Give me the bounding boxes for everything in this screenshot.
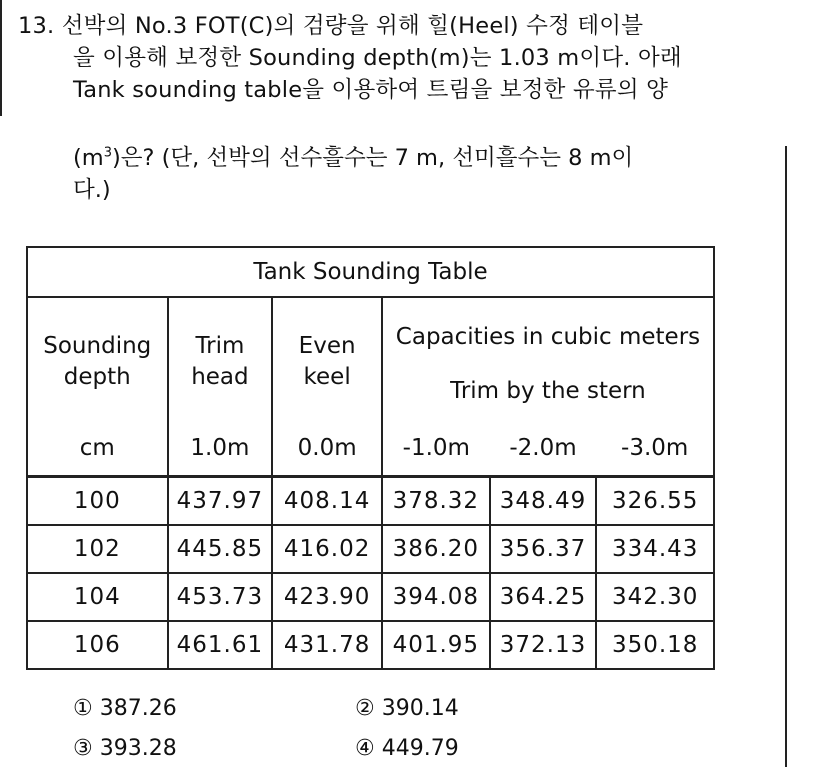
choice-1[interactable]: ① 387.26 <box>73 696 177 721</box>
table-cell: 326.55 <box>596 477 714 526</box>
table-cell: 386.20 <box>382 525 490 573</box>
table-cell: 348.49 <box>490 477 597 526</box>
header-capacities-label: Capacities in cubic meters <box>395 324 701 350</box>
header-even-keel <box>272 297 382 435</box>
header-depth: depth <box>63 364 131 390</box>
table-cell: 445.85 <box>168 525 273 573</box>
header-head: head <box>191 364 249 390</box>
tank-sounding-table <box>26 246 715 670</box>
table-cell: 106 <box>27 621 168 669</box>
table-cell: 364.25 <box>490 573 597 621</box>
table-cell: 431.78 <box>272 621 382 669</box>
header-trim-by-stern: Trim by the stern <box>450 378 646 404</box>
header-keel: keel <box>303 364 351 390</box>
header-sounding: Sounding <box>43 333 152 359</box>
question-line-4 <box>73 142 773 174</box>
question-line-1: 13. 선박의 No.3 FOT(C)의 검량을 위해 힐(Heel) 수정 테이블 <box>18 13 644 39</box>
table-cell: 423.90 <box>272 573 382 621</box>
table-cell: 334.43 <box>596 525 714 573</box>
table-row <box>27 621 714 669</box>
header-trim-head <box>168 297 273 435</box>
right-margin-rule <box>785 146 787 767</box>
header-sounding-depth <box>27 297 168 435</box>
table-cell: 104 <box>27 573 168 621</box>
question-text-continued <box>73 142 773 206</box>
table-cell: 378.32 <box>382 477 490 526</box>
unit-cell: 1.0m <box>168 435 273 477</box>
table-row <box>27 477 714 526</box>
question-line-5: 다.) <box>73 177 111 203</box>
table-cell: 350.18 <box>596 621 714 669</box>
unit-cell: cm <box>27 435 168 477</box>
choice-4[interactable]: ④ 449.79 <box>355 736 459 761</box>
table-row <box>27 573 714 621</box>
table-cell: 100 <box>27 477 168 526</box>
units-row <box>27 435 714 477</box>
table-cell: 356.37 <box>490 525 597 573</box>
table-row <box>27 525 714 573</box>
question-text <box>18 10 778 106</box>
question-line-2: 을 이용해 보정한 Sounding depth(m)는 1.03 m이다. 아래 <box>73 45 682 71</box>
question-line-4-post: )은? (단, 선박의 선수흘수는 7 m, 선미흘수는 8 m이 <box>111 145 634 171</box>
table-cell: 461.61 <box>168 621 273 669</box>
table-cell: 408.14 <box>272 477 382 526</box>
table-cell: 394.08 <box>382 573 490 621</box>
header-even: Even <box>298 333 356 359</box>
choice-3[interactable]: ③ 393.28 <box>73 736 177 761</box>
header-capacities <box>382 297 714 435</box>
superscript-3: 3 <box>103 145 112 161</box>
table-cell: 342.30 <box>596 573 714 621</box>
unit-cell: -3.0m <box>596 435 714 477</box>
unit-cell: -2.0m <box>509 435 577 461</box>
question-line-4-pre: (m <box>73 145 104 171</box>
table-cell: 401.95 <box>382 621 490 669</box>
choice-2[interactable]: ② 390.14 <box>355 696 459 721</box>
table-cell: 372.13 <box>490 621 597 669</box>
table-title: Tank Sounding Table <box>27 247 714 297</box>
unit-cell: 0.0m <box>272 435 382 477</box>
left-margin-rule <box>0 0 2 116</box>
header-trim: Trim <box>195 333 245 359</box>
table-cell: 437.97 <box>168 477 273 526</box>
question-line-3: Tank sounding table을 이용하여 트림을 보정한 유류의 양 <box>73 77 669 103</box>
table-cell: 102 <box>27 525 168 573</box>
table-cell: 453.73 <box>168 573 273 621</box>
unit-cell: -1.0m <box>382 435 490 477</box>
table-cell: 416.02 <box>272 525 382 573</box>
